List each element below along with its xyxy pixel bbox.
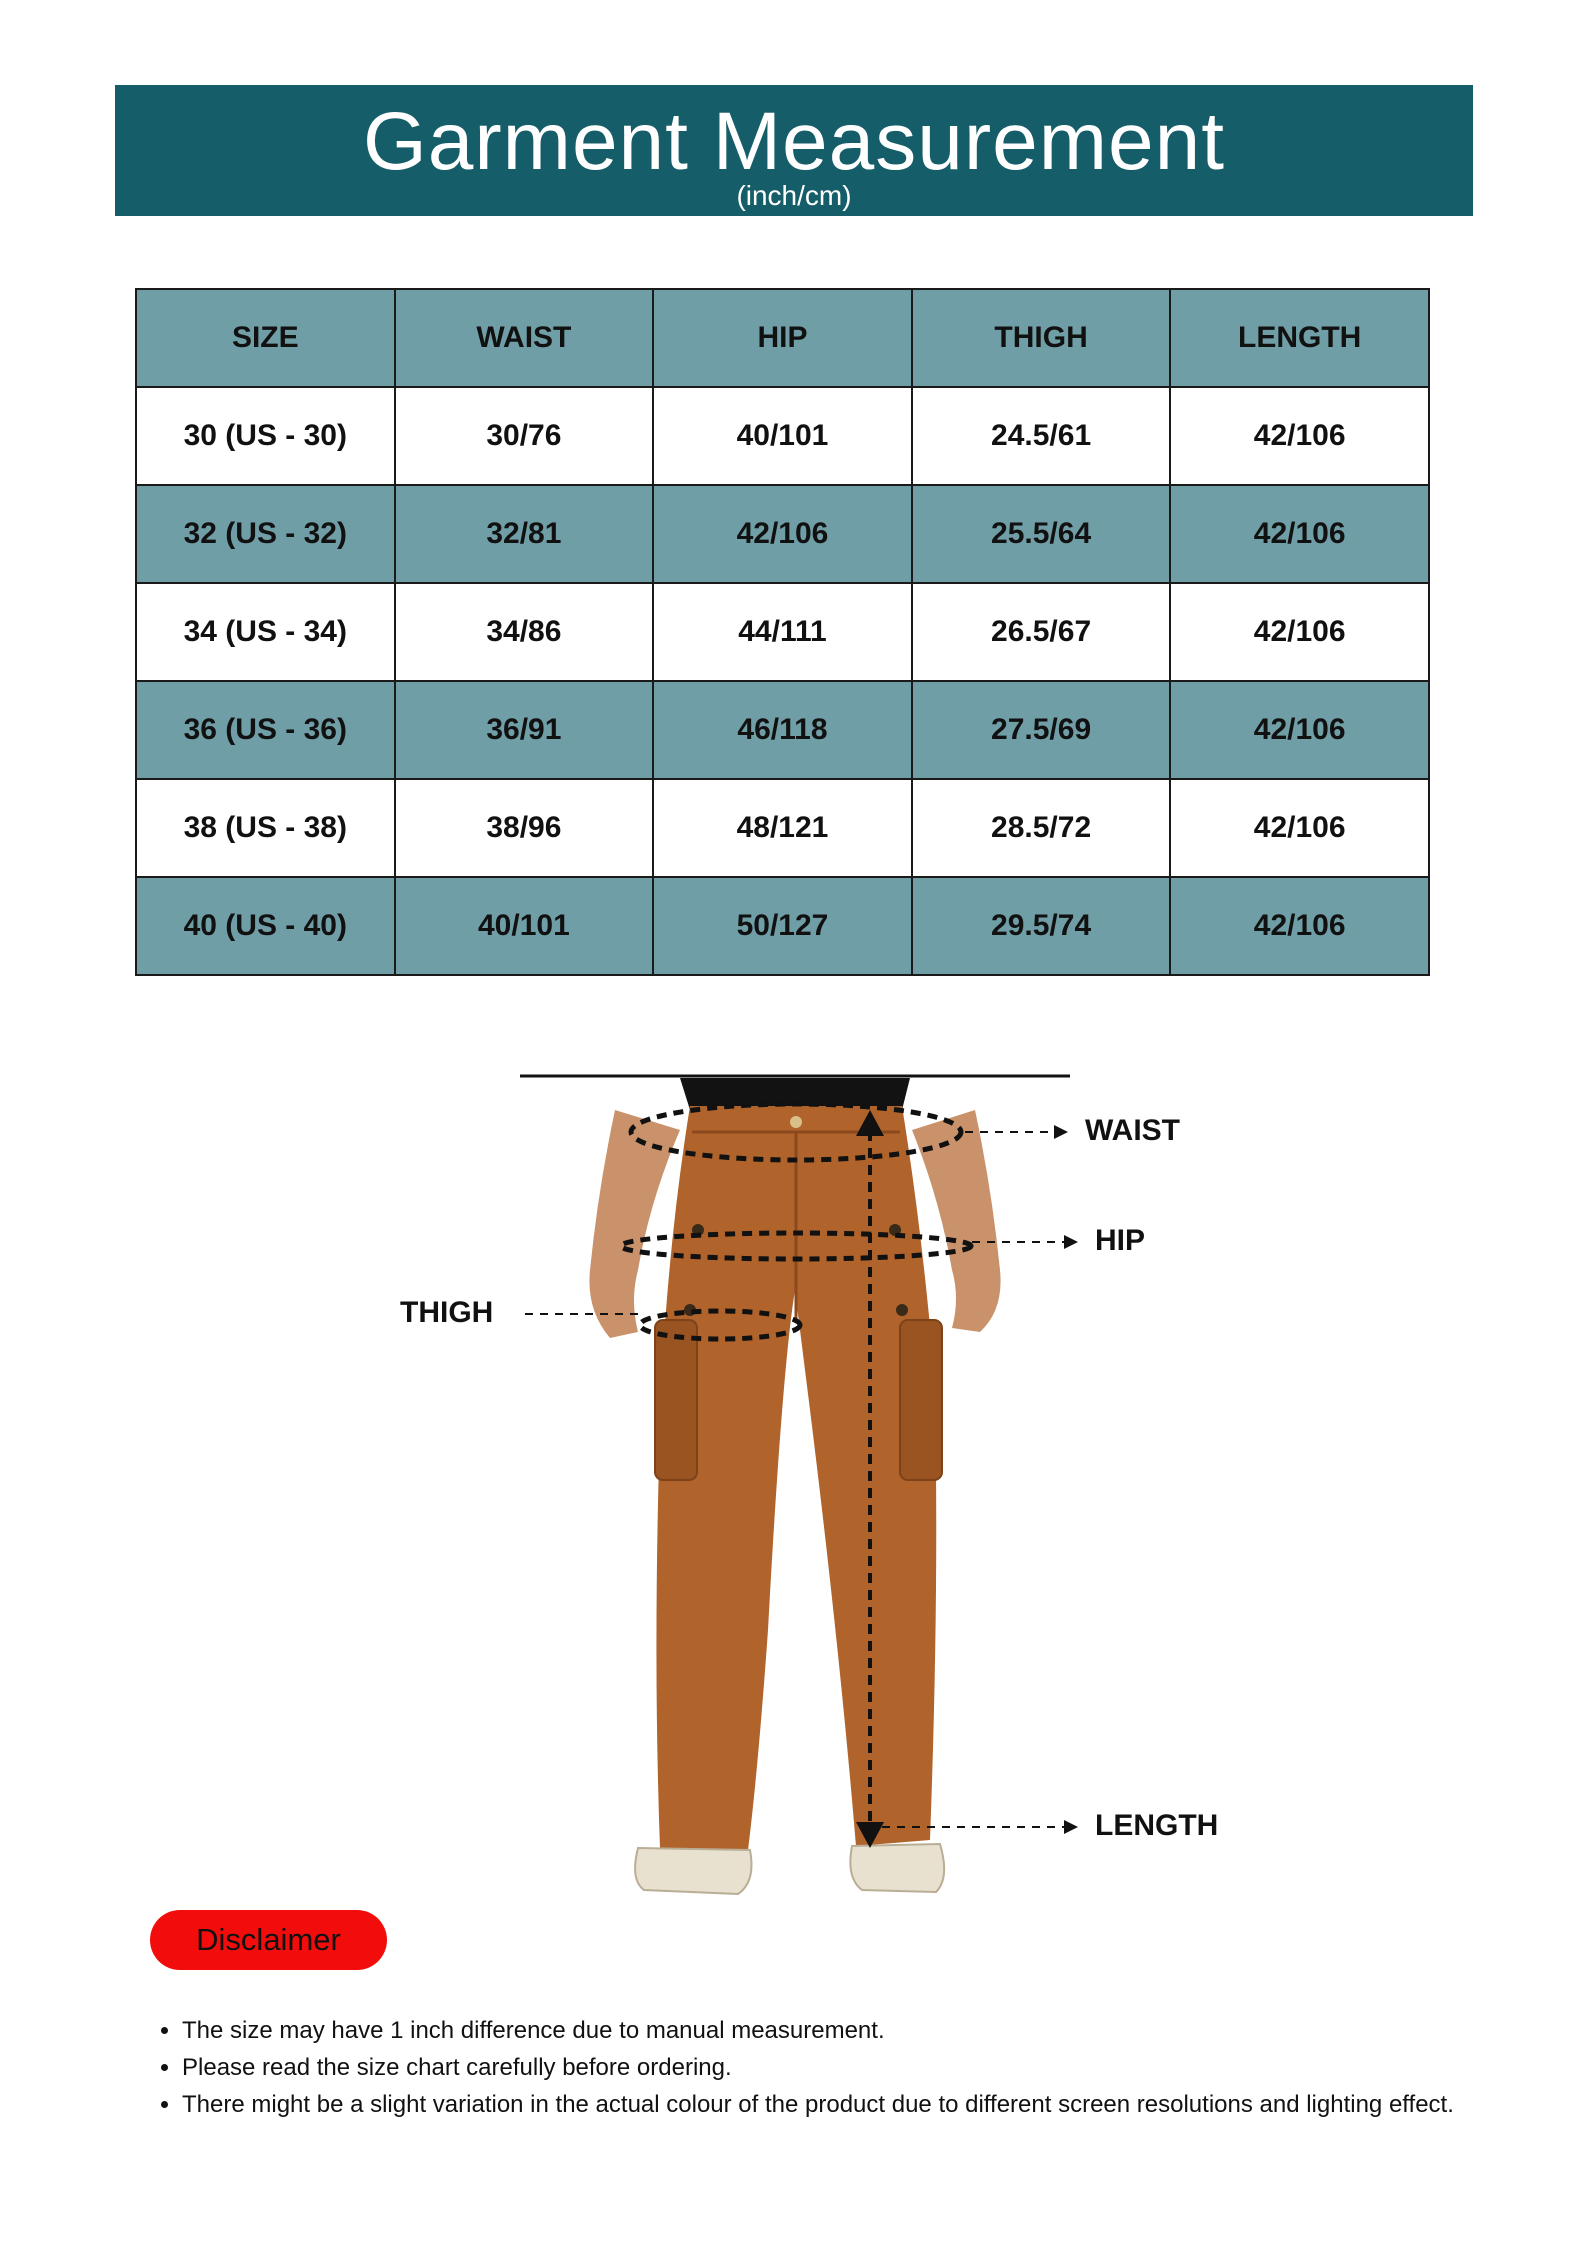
cell-hip: 46/118 bbox=[653, 681, 912, 779]
cell-size: 36 (US - 36) bbox=[136, 681, 395, 779]
column-header-hip: HIP bbox=[653, 289, 912, 387]
cell-waist: 38/96 bbox=[395, 779, 654, 877]
label-waist: WAIST bbox=[1085, 1114, 1180, 1147]
cell-thigh: 26.5/67 bbox=[912, 583, 1171, 681]
column-header-thigh: THIGH bbox=[912, 289, 1171, 387]
cell-thigh: 25.5/64 bbox=[912, 485, 1171, 583]
title-banner bbox=[115, 85, 1473, 216]
cell-thigh: 28.5/72 bbox=[912, 779, 1171, 877]
cell-thigh: 24.5/61 bbox=[912, 387, 1171, 485]
unit-subtitle: (inch/cm) bbox=[736, 180, 852, 211]
measurement-diagram bbox=[400, 1070, 1280, 1920]
cell-hip: 42/106 bbox=[653, 485, 912, 583]
size-chart-table bbox=[135, 288, 1430, 976]
table-row bbox=[136, 583, 1429, 681]
label-thigh: THIGH bbox=[400, 1296, 494, 1329]
table-header-row bbox=[136, 289, 1429, 387]
disclaimer-badge: Disclaimer bbox=[150, 1910, 387, 1970]
table-row bbox=[136, 779, 1429, 877]
column-header-size: SIZE bbox=[136, 289, 395, 387]
cell-size: 34 (US - 34) bbox=[136, 583, 395, 681]
label-hip: HIP bbox=[1095, 1224, 1146, 1257]
table-row bbox=[136, 877, 1429, 975]
cell-length: 42/106 bbox=[1170, 877, 1429, 975]
column-header-waist: WAIST bbox=[395, 289, 654, 387]
cell-length: 42/106 bbox=[1170, 681, 1429, 779]
page-title: Garment Measurement bbox=[362, 96, 1226, 187]
cell-waist: 34/86 bbox=[395, 583, 654, 681]
cell-size: 40 (US - 40) bbox=[136, 877, 395, 975]
label-length: LENGTH bbox=[1095, 1809, 1219, 1842]
cell-size: 32 (US - 32) bbox=[136, 485, 395, 583]
cell-hip: 48/121 bbox=[653, 779, 912, 877]
cell-waist: 36/91 bbox=[395, 681, 654, 779]
cell-waist: 30/76 bbox=[395, 387, 654, 485]
list-item: • The size may have 1 inch difference due to manual measurement. bbox=[182, 2012, 1532, 2049]
cell-waist: 32/81 bbox=[395, 485, 654, 583]
pants-illustration bbox=[520, 1070, 1280, 1920]
list-item: • There might be a slight variation in the actual colour of the product due to different screen resolutions and lighting effect. bbox=[182, 2086, 1532, 2123]
cell-hip: 40/101 bbox=[653, 387, 912, 485]
cell-hip: 50/127 bbox=[653, 877, 912, 975]
column-header-length: LENGTH bbox=[1170, 289, 1429, 387]
list-item: • Please read the size chart carefully before ordering. bbox=[182, 2049, 1532, 2086]
cell-waist: 40/101 bbox=[395, 877, 654, 975]
cell-size: 30 (US - 30) bbox=[136, 387, 395, 485]
disclaimer-notes bbox=[150, 2012, 1532, 2123]
cell-thigh: 29.5/74 bbox=[912, 877, 1171, 975]
table-row bbox=[136, 485, 1429, 583]
cell-thigh: 27.5/69 bbox=[912, 681, 1171, 779]
cell-length: 42/106 bbox=[1170, 485, 1429, 583]
cell-size: 38 (US - 38) bbox=[136, 779, 395, 877]
table-row bbox=[136, 681, 1429, 779]
cell-length: 42/106 bbox=[1170, 583, 1429, 681]
cell-length: 42/106 bbox=[1170, 779, 1429, 877]
table-row bbox=[136, 387, 1429, 485]
cell-hip: 44/111 bbox=[653, 583, 912, 681]
cell-length: 42/106 bbox=[1170, 387, 1429, 485]
